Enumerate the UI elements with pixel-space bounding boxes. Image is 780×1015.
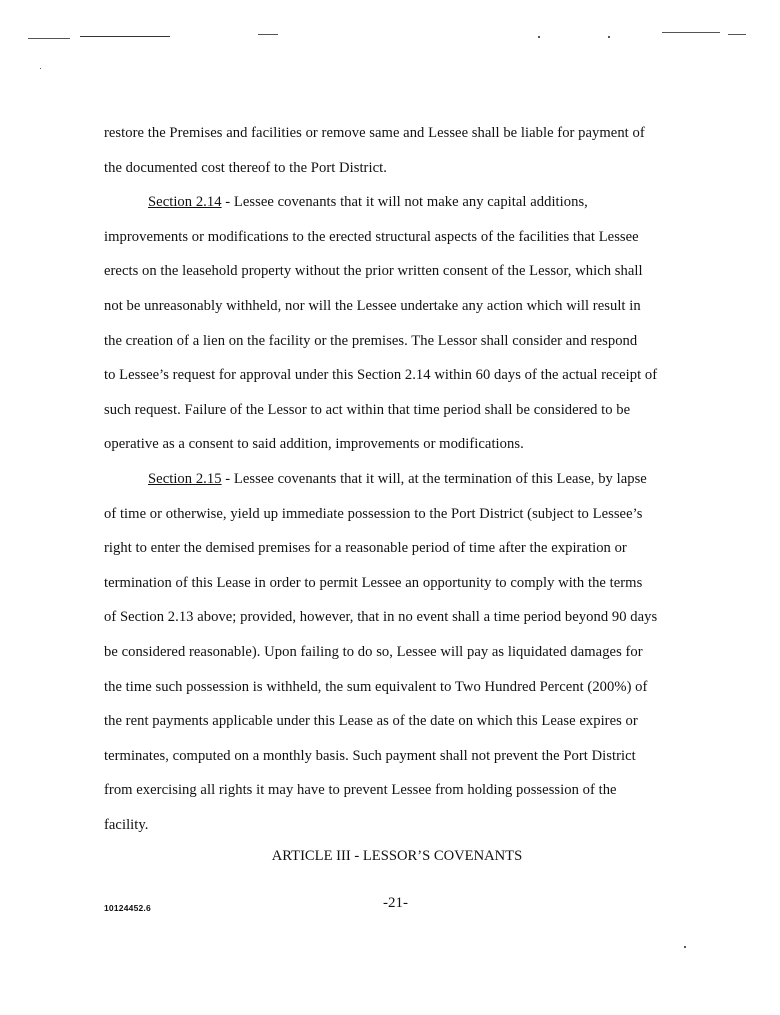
document-id: 10124452.6	[104, 903, 151, 913]
scan-artifact	[80, 36, 170, 37]
body-text	[104, 116, 694, 842]
text-line: of time or otherwise, yield up immediate possession to the Port District (subject to Lessee’s	[104, 505, 643, 522]
text-line: facility.	[104, 816, 149, 833]
section-2-14-ref: Section 2.14	[148, 194, 222, 211]
text-line: to Lessee’s request for approval under this Section 2.14 within 60 days of the actual receipt of	[104, 367, 658, 384]
text-line: of Section 2.13 above; provided, however, that in no event shall a time period beyond 90 days	[104, 609, 658, 626]
scan-artifact	[40, 68, 41, 69]
text-line: the documented cost thereof to the Port District.	[104, 159, 387, 176]
text-line: restore the Premises and facilities or remove same and Lessee shall be liable for payment of	[104, 125, 645, 141]
text-line: the rent payments applicable under this Lease as of the date on which this Lease expires or	[104, 713, 638, 730]
article-heading: ARTICLE III - LESSOR’S COVENANTS	[271, 848, 523, 864]
text-line: right to enter the demised premises for a reasonable period of time after the expiration or	[104, 540, 627, 557]
scan-artifact	[538, 36, 540, 38]
text-line: operative as a consent to said addition, improvements or modifications.	[104, 436, 524, 453]
section-2-14-lead: - Lessee covenants that it will not make any capital additions,	[221, 194, 588, 211]
scan-artifact	[728, 34, 746, 35]
section-2-15-first-line	[104, 462, 694, 497]
scan-artifact	[258, 34, 278, 35]
page-number: -21-	[383, 895, 408, 911]
text-line: be considered reasonable). Upon failing to do so, Lessee will pay as liquidated damages for	[104, 643, 643, 660]
text-line: improvements or modifications to the erected structural aspects of the facilities that Lessee	[104, 228, 639, 245]
text-line: from exercising all rights it may have to prevent Lessee from holding possession of the	[104, 782, 617, 799]
scan-artifact	[608, 36, 610, 38]
text-line: termination of this Lease in order to permit Lessee an opportunity to comply with the terms	[104, 574, 643, 591]
text-line: erects on the leasehold property without the prior written consent of the Lessor, which shall	[104, 263, 643, 280]
text-line: such request. Failure of the Lessor to act within that time period shall be considered to be	[104, 401, 631, 418]
text-line: not be unreasonably withheld, nor will the Lessee undertake any action which will result in	[104, 297, 641, 314]
section-2-15-lead: - Lessee covenants that it will, at the termination of this Lease, by lapse	[221, 470, 647, 487]
text-line: terminates, computed on a monthly basis. Such payment shall not prevent the Port District	[104, 747, 636, 764]
scan-artifact	[662, 32, 720, 33]
scan-artifact	[28, 38, 70, 39]
section-2-15-ref: Section 2.15	[148, 470, 222, 487]
text-line: the creation of a lien on the facility or the premises. The Lessor shall consider and respond	[104, 332, 638, 349]
section-2-14-first-line	[104, 185, 694, 220]
scan-artifact	[684, 946, 686, 948]
text-line: the time such possession is withheld, the sum equivalent to Two Hundred Percent (200%) of	[104, 678, 648, 695]
